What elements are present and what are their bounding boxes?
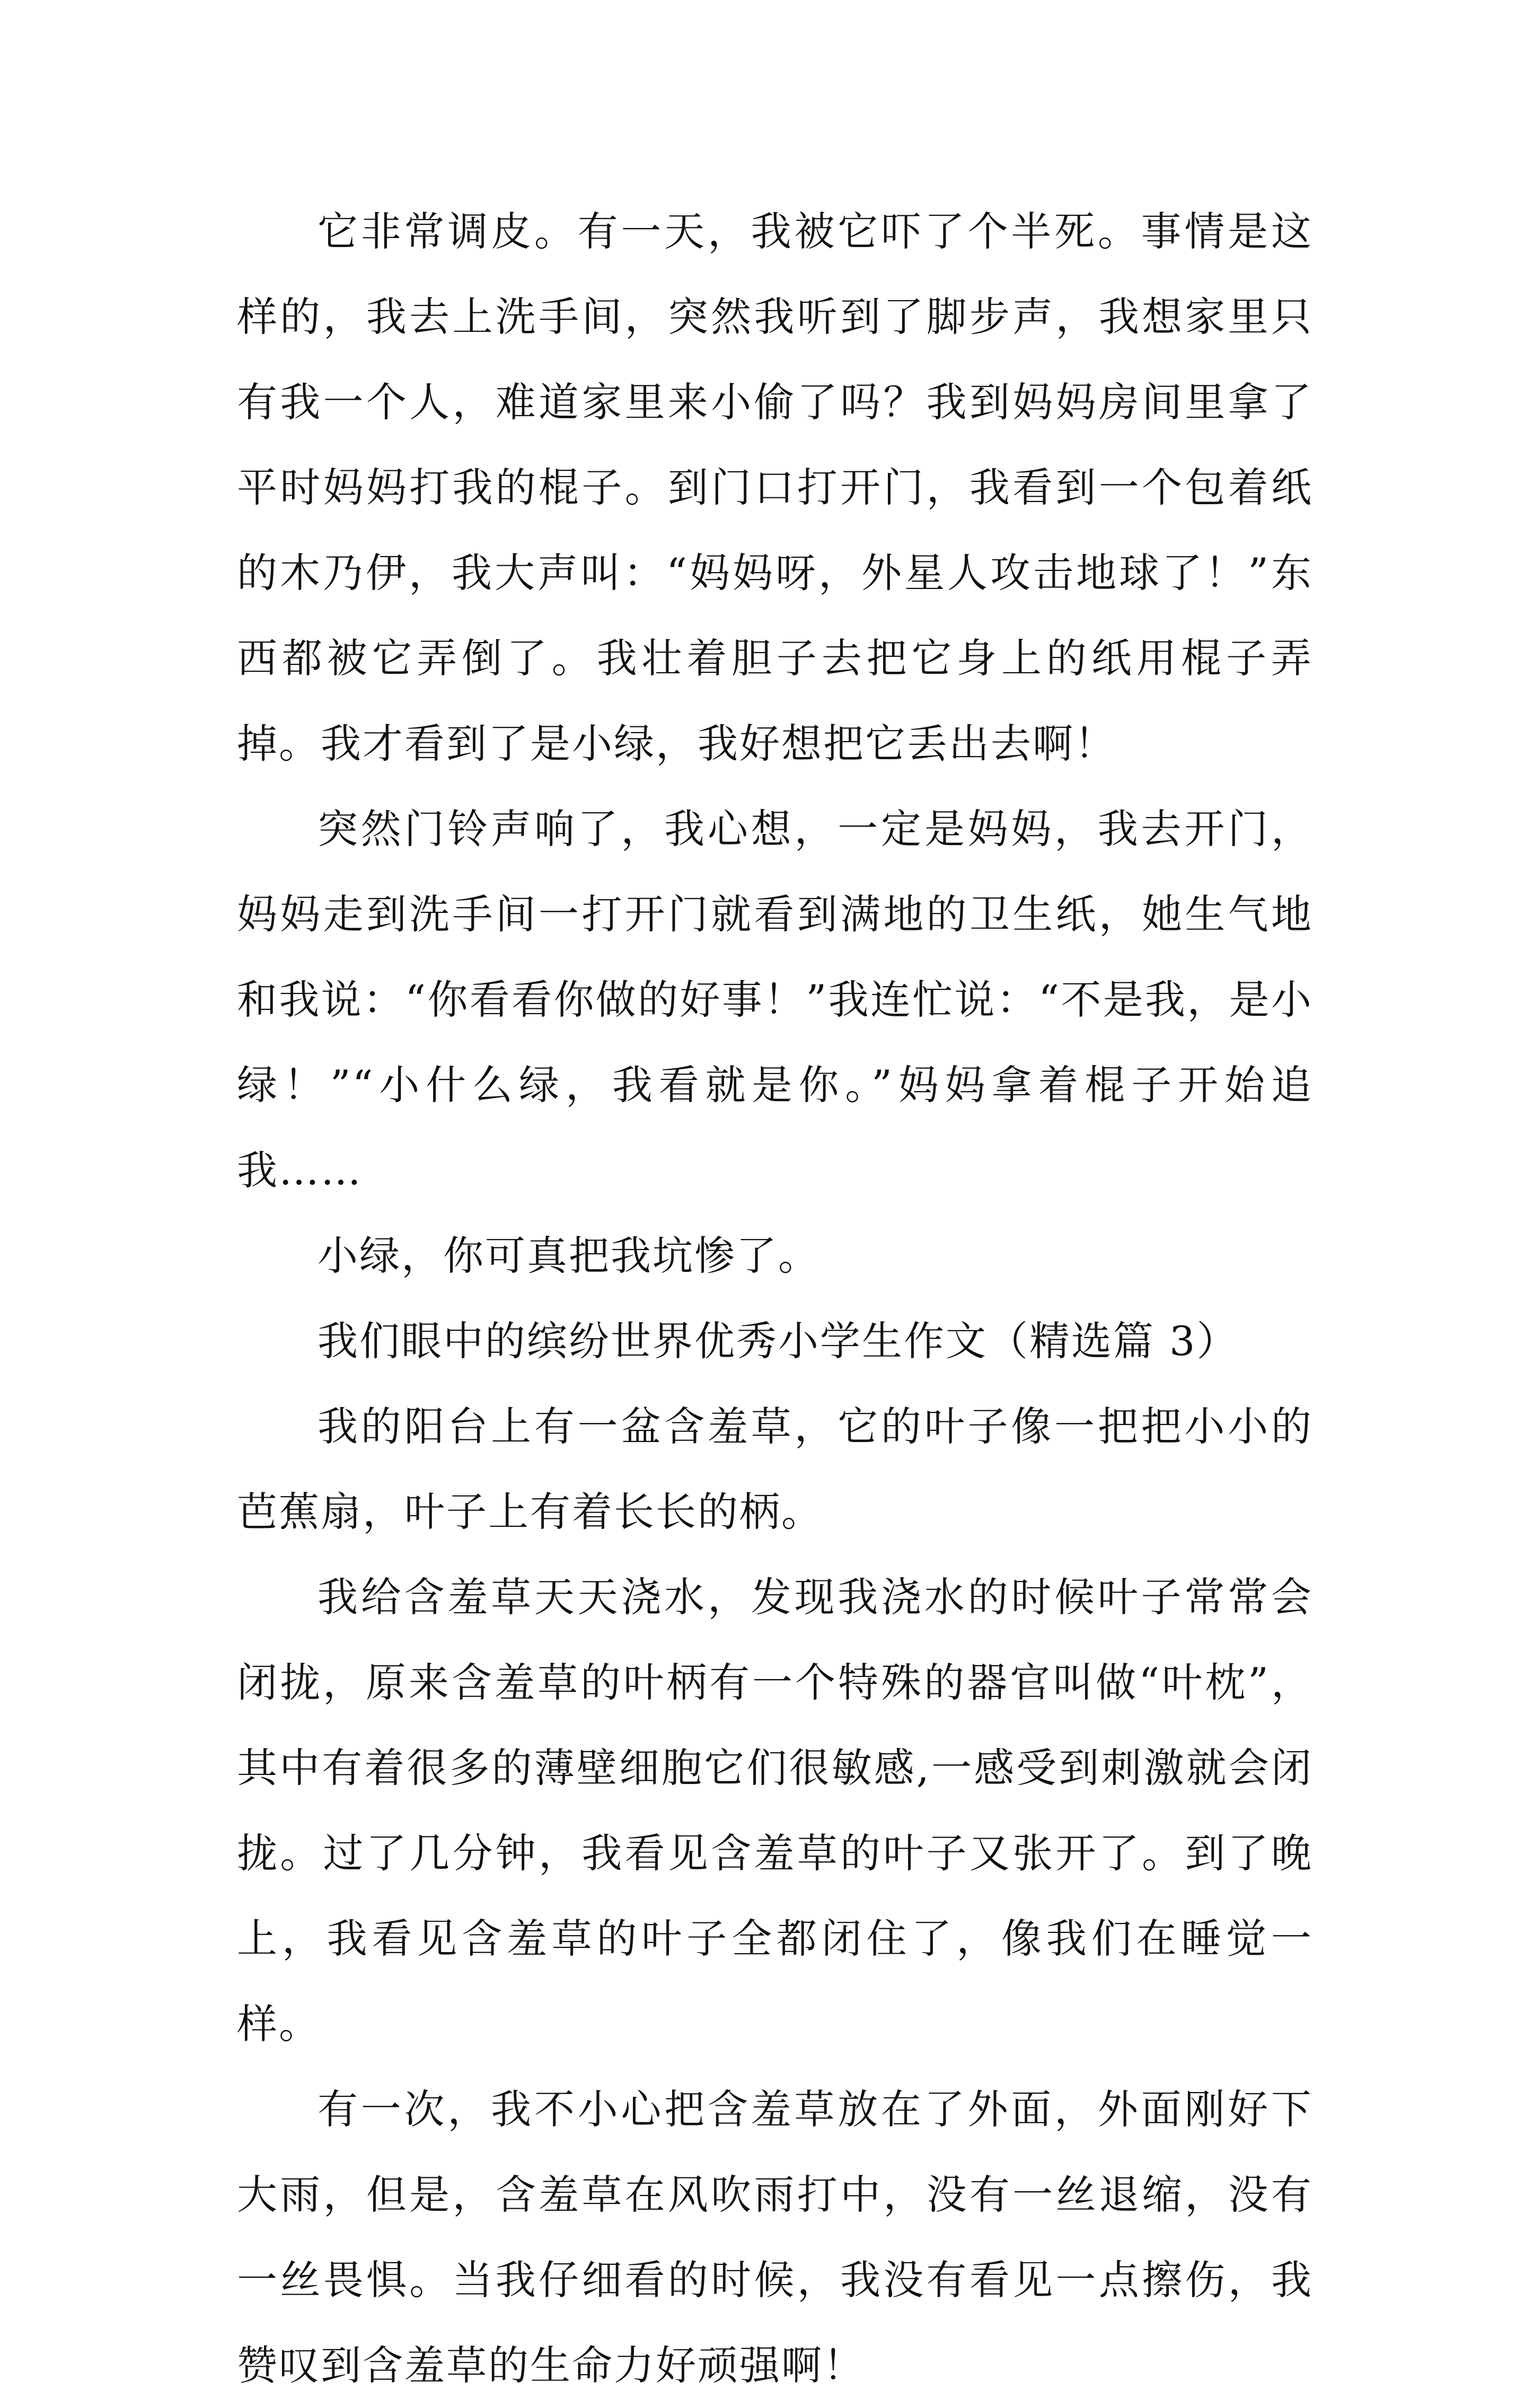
paragraph: 有一次，我不小心把含羞草放在了外面，外面刚好下大雨，但是，含羞草在风吹雨打中，没有一丝退缩，没有一丝畏惧。当我仔细看的时候，我没有看见一点擦伤，我赞叹到含羞草的生命力好顽强啊！ — [237, 2086, 1313, 2389]
document-body — [237, 189, 1313, 2408]
paragraph: 突然门铃声响了，我心想，一定是妈妈，我去开门，妈妈走到洗手间一打开门就看到满地的卫生纸，她生气地和我说：“你看看你做的好事！”我连忙说：“不是我，是小绿！”“小什么绿，我看就是你。”妈妈拿着棍子开始追我…… — [237, 805, 1313, 1194]
paragraph: 我给含羞草天天浇水，发现我浇水的时候叶子常常会闭拢，原来含羞草的叶柄有一个特殊的器官叫做“叶枕”，其中有着很多的薄壁细胞它们很敏感,一感受到刺激就会闭拢。过了几分钟，我看见含羞草的叶子又张开了。到了晚上，我看见含羞草的叶子全都闭住了，像我们在睡觉一样。 — [237, 1574, 1313, 2047]
paragraph: 小绿，你可真把我坑惨了。 — [318, 1232, 820, 1279]
section-heading: 我们眼中的缤纷世界优秀小学生作文（精选篇 3） — [318, 1317, 1239, 1365]
paragraph: 它非常调皮。有一天，我被它吓了个半死。事情是这样的，我去上洗手间，突然我听到了脚步声，我想家里只有我一个人，难道家里来小偷了吗？我到妈妈房间里拿了平时妈妈打我的棍子。到门口打开门，我看到一个包着纸的木乃伊，我大声叫：“妈妈呀，外星人攻击地球了！”东西都被它弄倒了。我壮着胆子去把它身上的纸用棍子弄掉。我才看到了是小绿，我好想把它丢出去啊！ — [237, 208, 1313, 767]
paragraph: 我的阳台上有一盆含羞草，它的叶子像一把把小小的芭蕉扇，叶子上有着长长的柄。 — [237, 1403, 1313, 1535]
